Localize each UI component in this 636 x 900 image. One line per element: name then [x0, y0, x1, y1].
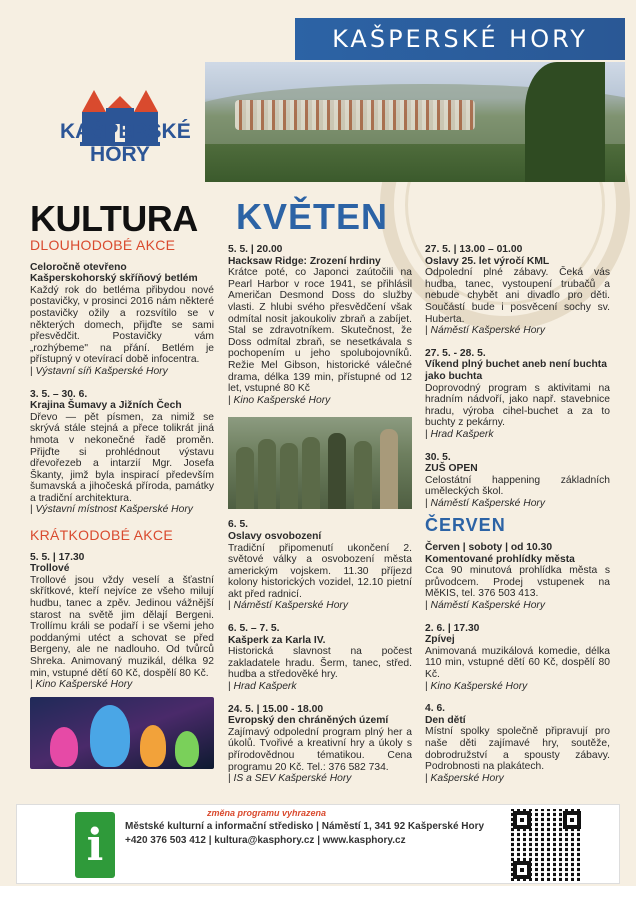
footer: [16, 804, 620, 884]
footer-address: Městské kulturní a informační středisko | Náměstí 1, 341 92 Kašperské Hory: [125, 821, 485, 832]
event-title: Oslavy 25. let výročí KML: [425, 255, 550, 267]
event-prohlidky: [425, 542, 610, 612]
event-text: Trollové jsou vždy veselí a šťastní skřítkové, kteří nejvíce ze všeho milují hudbu, tanec a zpěv. Jedinou vážnější starost na světě jim dělají Bergeni. Trollímu králi se podaří i se všemi jeho poddanými utéct a schovat se před Bergeny, ale ne nadlouho. Od tvůrců Shreka. Animovaný muzikál, délka 92 min, vstupné dětí 60 Kč, dospělí 80 Kč.: [30, 574, 214, 679]
event-zus-open: [425, 452, 610, 510]
qr-corner: [513, 861, 531, 879]
section-june: ČERVEN: [425, 515, 506, 536]
event-date: 27. 5. | 13.00 – 01.00: [425, 244, 523, 255]
event-title: Kašperk za Karla IV.: [228, 634, 326, 646]
event-text: Místní spolky společně připravují pro naše děti zajímavé hry, soutěže, dobrodružství a spousty zábavy. Podrobnosti na plakátech.: [425, 726, 610, 773]
logo-line-2: HORY: [90, 143, 150, 166]
section-shortterm: KRÁTKODOBÉ AKCE: [30, 527, 173, 544]
soldier-figure: [328, 433, 346, 509]
event-place: | Náměstí Kašperské Hory: [425, 498, 610, 510]
event-title: Krajina Šumavy a Jižních Čech: [30, 400, 182, 412]
event-date: 3. 5. – 30. 6.: [30, 388, 88, 400]
event-date: 6. 5.: [228, 519, 249, 531]
event-title: Celoročně otevřeno Kašperskohorský skříňový betlém: [30, 261, 198, 285]
event-date: 4. 6.: [425, 703, 446, 715]
town-photo: [205, 62, 625, 182]
photo-town: [235, 100, 475, 130]
event-title: Zpívej: [425, 634, 455, 646]
event-place: | Kino Kašperské Hory: [425, 681, 610, 693]
event-place: | Výstavní síň Kašperské Hory: [30, 366, 214, 378]
event-text: Odpolední plné zábavy. Čeká vás hudba, tanec, vystoupení trubačů a nebude chybět ani divadlo pro děti. Součástí bude i posvěcení sochy sv. Huberta.: [425, 267, 610, 325]
event-text: Krátce poté, co Japonci zaútočili na Pearl Harbor v roce 1941, se přihlásil Američan Desmond Doss do služby vlasti. Z hlubi svého přesvědčení však odmítal nosit jakoukoliv zbraň a zabíjet. Stal se zdravotníkem. Skutečnost, že Doss odmítal zbraň, se nesetkávala s pochopením u jeho spolubojovníků. Režie Mel Gibson, historické válečné drama, délka 139 min, přístupné od 12 let, vstupné 80 Kč: [228, 267, 412, 395]
troll-figure: [50, 727, 78, 767]
event-betlem: [30, 262, 214, 378]
soldier-figure: [354, 441, 372, 509]
event-place: | Hrad Kašperk: [425, 429, 610, 441]
event-place: | Kašperské Hory: [425, 773, 610, 785]
trolls-image: [30, 697, 214, 769]
event-place: | IS a SEV Kašperské Hory: [228, 773, 412, 785]
event-place: | Náměstí Kašperské Hory: [425, 600, 610, 612]
qr-code-icon: [511, 809, 583, 881]
event-place: | Výstavní místnost Kašperské Hory: [30, 504, 214, 516]
logo-text: [60, 120, 191, 166]
header: [0, 0, 636, 190]
event-text: Doprovodný program s aktivitami na hradním nádvoří, jako např. stavebnice hradu, výroba cihel-buchet a za to buchty z pekárny.: [425, 382, 610, 429]
soldier-figure: [302, 437, 320, 509]
event-text: Cca 90 minutová prohlídka města s průvodcem. Prodej vstupenek na MěKIS, tel. 376 503 413.: [425, 565, 610, 600]
event-date: 27. 5. - 28. 5.: [425, 347, 486, 359]
section-longterm: DLOUHODOBÉ AKCE: [30, 237, 176, 253]
qr-corner: [513, 811, 531, 829]
event-date: Červen | soboty | od 10.30: [425, 542, 553, 554]
event-osvobozeni: [228, 519, 412, 612]
bottom-bar: [0, 886, 636, 900]
soldiers-image: [228, 417, 412, 509]
soldier-figure: [380, 429, 398, 509]
event-place: | Kino Kašperské Hory: [30, 679, 214, 691]
event-title: Komentované prohlídky města: [425, 553, 575, 565]
event-kasperk: [228, 623, 412, 693]
event-title: Oslavy osvobození: [228, 530, 322, 542]
event-zpivej: [425, 623, 610, 693]
event-place: | Náměstí Kašperské Hory: [425, 325, 610, 337]
event-date: 6. 5. – 7. 5.: [228, 623, 280, 635]
event-text: Celostátní happening základních uměleckých škol.: [425, 474, 610, 498]
event-krajina: [30, 389, 214, 517]
event-evropsky-den: [228, 704, 412, 785]
event-text: Každý rok do betléma přibydou nové postavičky, v prosinci 2016 nám některé postavičky ožily a rozsvítilo se v některých domech, přijďte se sami přesvědčit. Postavičky vám „rozhýbeme" na přání. Betlém je přístupný v otevírací době infocentra.: [30, 284, 214, 366]
event-date: 5. 5. | 17.30: [30, 551, 85, 563]
event-text: Historická slavnost na počest zakladatele hradu. Šerm, tanec, střed. hudba a středověké hry.: [228, 646, 412, 681]
troll-figure: [175, 731, 199, 767]
footer-contacts: +420 376 503 412 | kultura@kasphory.cz | www.kasphory.cz: [125, 835, 406, 846]
event-title: Den dětí: [425, 714, 466, 726]
troll-figure: [90, 705, 130, 767]
event-date: 30. 5.: [425, 451, 451, 463]
soldier-figure: [236, 447, 254, 509]
event-place: | Kino Kašperské Hory: [228, 395, 412, 407]
info-icon: i: [75, 812, 115, 878]
event-place: | Náměstí Kašperské Hory: [228, 600, 412, 612]
soldier-figure: [280, 443, 298, 509]
event-title: Evropský den chráněných území: [228, 715, 389, 727]
event-title: Hacksaw Ridge: Zrození hrdiny: [228, 255, 381, 267]
photo-tree: [525, 62, 605, 182]
column-2: [228, 244, 412, 796]
column-3: [425, 244, 610, 795]
event-title: Víkend plný buchet aneb není buchta jako buchta: [425, 359, 607, 382]
event-kml: [425, 244, 610, 337]
program-change-note: změna programu vyhrazena: [207, 808, 327, 818]
event-text: Animovaná muzikálová komedie, délka 110 min, vstupné dětí 60 Kč, dospělí 80 Kč.: [425, 645, 610, 680]
event-den-deti: [425, 703, 610, 784]
event-date: 2. 6. | 17.30: [425, 622, 480, 634]
event-trollove: [30, 552, 214, 769]
troll-figure: [140, 725, 166, 767]
heading-month: KVĚTEN: [236, 196, 389, 237]
qr-corner: [563, 811, 581, 829]
event-text: Zajímavý odpolední program plný her a úkolů. Tvořivé a kreativní hry a úkoly s přírodovědnou tématikou. Cena programu 20 Kč. Tel.: 376 582 734.: [228, 726, 412, 773]
event-hacksaw: [228, 244, 412, 406]
event-title: ZUŠ OPEN: [425, 463, 478, 475]
logo-line-1: KAŠPERSKÉ: [60, 120, 191, 143]
event-date: 24. 5. | 15.00 - 18.00: [228, 703, 324, 715]
event-date: 5. 5. | 20.00: [228, 244, 283, 255]
event-place: | Hrad Kašperk: [228, 681, 412, 693]
event-text: Tradiční připomenutí ukončení 2. světové války a osvobození města americkým vojskem. 11.30 příjezd kolony historických vozidel, 12.10 pietní akt před radnicí.: [228, 542, 412, 600]
event-buchty: [425, 348, 610, 441]
banner-title: KAŠPERSKÉ HORY: [295, 18, 625, 60]
column-1: [30, 237, 214, 780]
event-title: Trollové: [30, 563, 70, 575]
heading-kultura: KULTURA: [30, 198, 198, 239]
event-text: Dřevo — pět písmen, za nimiž se skrývá stále stejná a přece tolikrát jiná hmota v nekonečné řadě proměn. Přijďte si prohlédnout výstavu dřevořezeb a intarzií Mgr. Josefa Škanty, jimž byla inspirací především šumavská a jihočeská příroda, památky a tradiční architektura.: [30, 411, 214, 504]
soldier-figure: [258, 439, 276, 509]
